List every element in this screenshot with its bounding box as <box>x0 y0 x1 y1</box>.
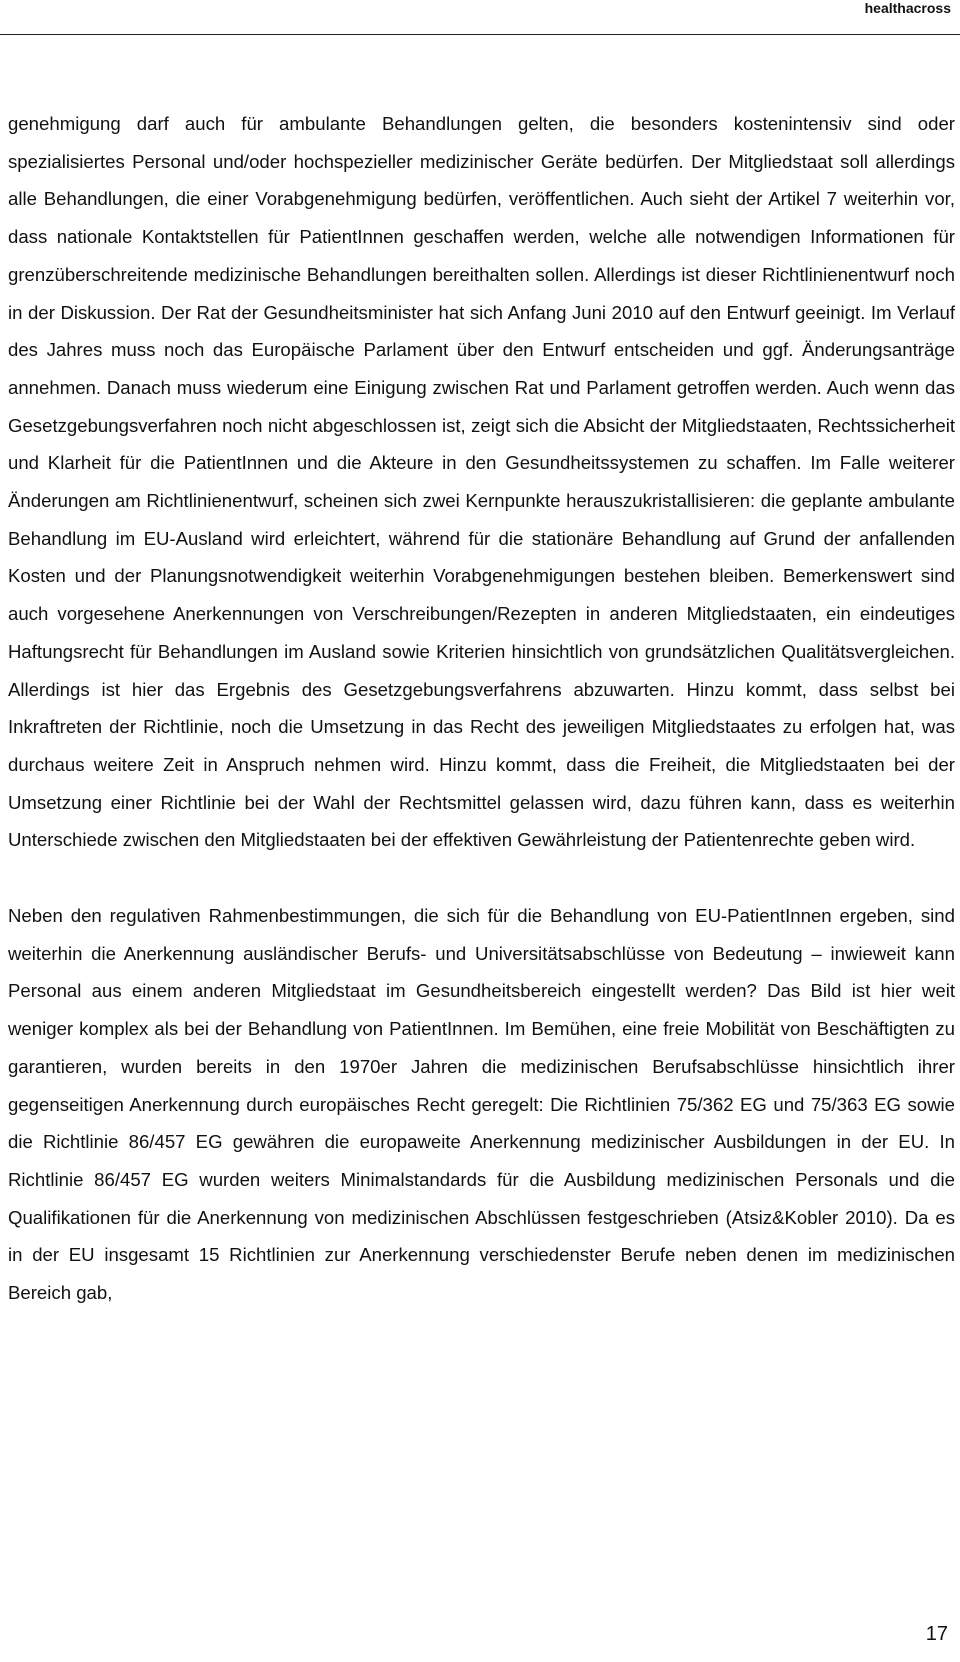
header-brand: healthacross <box>864 0 951 16</box>
header-divider <box>0 34 960 35</box>
paragraph-2: Neben den regulativen Rahmenbestimmungen, die sich für die Behandlung von EU-PatientInnen ergeben, sind weiterhin die Anerkennung ausländischer Berufs- und Universitätsabschlüsse von Bedeutung – inwieweit kann Personal aus einem anderen Mitgliedstaat im Gesundheitsbereich eingestellt werden? Das Bild ist hier weit weniger komplex als bei der Behandlung von PatientInnen. Im Bemühen, eine freie Mobilität von Beschäftigten zu garantieren, wurden bereits in den 1970er Jahren die medizinischen Berufsabschlüsse hinsichtlich ihrer gegenseitigen Anerkennung durch europäisches Recht geregelt: Die Richtlinien 75/362 EG und 75/363 EG sowie die Richtlinie 86/457 EG gewähren die europaweite Anerkennung medizinischer Ausbildungen in der EU. In Richtlinie 86/457 EG wurden weiters Minimalstandards für die Ausbildung medizinischen Personals und die Qualifikationen für die Anerkennung von medizinischen Abschlüssen festgeschrieben (Atsiz&Kobler 2010). Da es in der EU insgesamt 15 Richtlinien zur Anerkennung verschiedenster Berufe neben denen im medizinischen Bereich gab, <box>8 905 955 1304</box>
body-text <box>8 105 955 1312</box>
page-number: 17 <box>925 1623 948 1645</box>
paragraph-1: genehmigung darf auch für ambulante Behandlungen gelten, die besonders kostenintensiv sind oder spezialisiertes Personal und/oder hochspezieller medizinischer Geräte bedürfen. Der Mitgliedstaat soll allerdings alle Behandlungen, die einer Vorabgenehmigung bedürfen, veröffentlichen. Auch sieht der Artikel 7 weiterhin vor, dass nationale Kontaktstellen für PatientInnen geschaffen werden, welche alle notwendigen Informationen für grenzüberschreitende medizinische Behandlungen bereithalten sollen. Allerdings ist dieser Richtlinienentwurf noch in der Diskussion. Der Rat der Gesundheitsminister hat sich Anfang Juni 2010 auf den Entwurf geeinigt. Im Verlauf des Jahres muss noch das Europäische Parlament über den Entwurf entscheiden und ggf. Änderungsanträge annehmen. Danach muss wiederum eine Einigung zwischen Rat und Parlament getroffen werden. Auch wenn das Gesetzgebungsverfahren noch nicht abgeschlossen ist, zeigt sich die Absicht der Mitgliedstaaten, Rechtssicherheit und Klarheit für die PatientInnen und die Akteure in den Gesundheitssystemen zu schaffen. Im Falle weiterer Änderungen am Richtlinienentwurf, scheinen sich zwei Kernpunkte herauszukristallisieren: die geplante ambulante Behandlung im EU-Ausland wird erleichtert, während für die stationäre Behandlung auf Grund der anfallenden Kosten und der Planungsnotwendigkeit weiterhin Vorabgenehmigungen bestehen bleiben. Bemerkenswert sind auch vorgesehene Anerkennungen von Verschreibungen/Rezepten in anderen Mitgliedstaaten, ein eindeutiges Haftungsrecht für Behandlungen im Ausland sowie Kriterien hinsichtlich von grundsätzlichen Qualitätsvergleichen. Allerdings ist hier das Ergebnis des Gesetzgebungsverfahrens abzuwarten. Hinzu kommt, dass selbst bei Inkraftreten der Richtlinie, noch die Umsetzung in das Recht des jeweiligen Mitgliedstaates zu erfolgen hat, was durchaus weitere Zeit in Anspruch nehmen wird. Hinzu kommt, dass die Freiheit, die Mitgliedstaaten bei der Umsetzung einer Richtlinie bei der Wahl der Rechtsmittel gelassen wird, dazu führen kann, dass es weiterhin Unterschiede zwischen den Mitgliedstaaten bei der effektiven Gewährleistung der Patientenrechte geben wird. <box>8 113 955 851</box>
